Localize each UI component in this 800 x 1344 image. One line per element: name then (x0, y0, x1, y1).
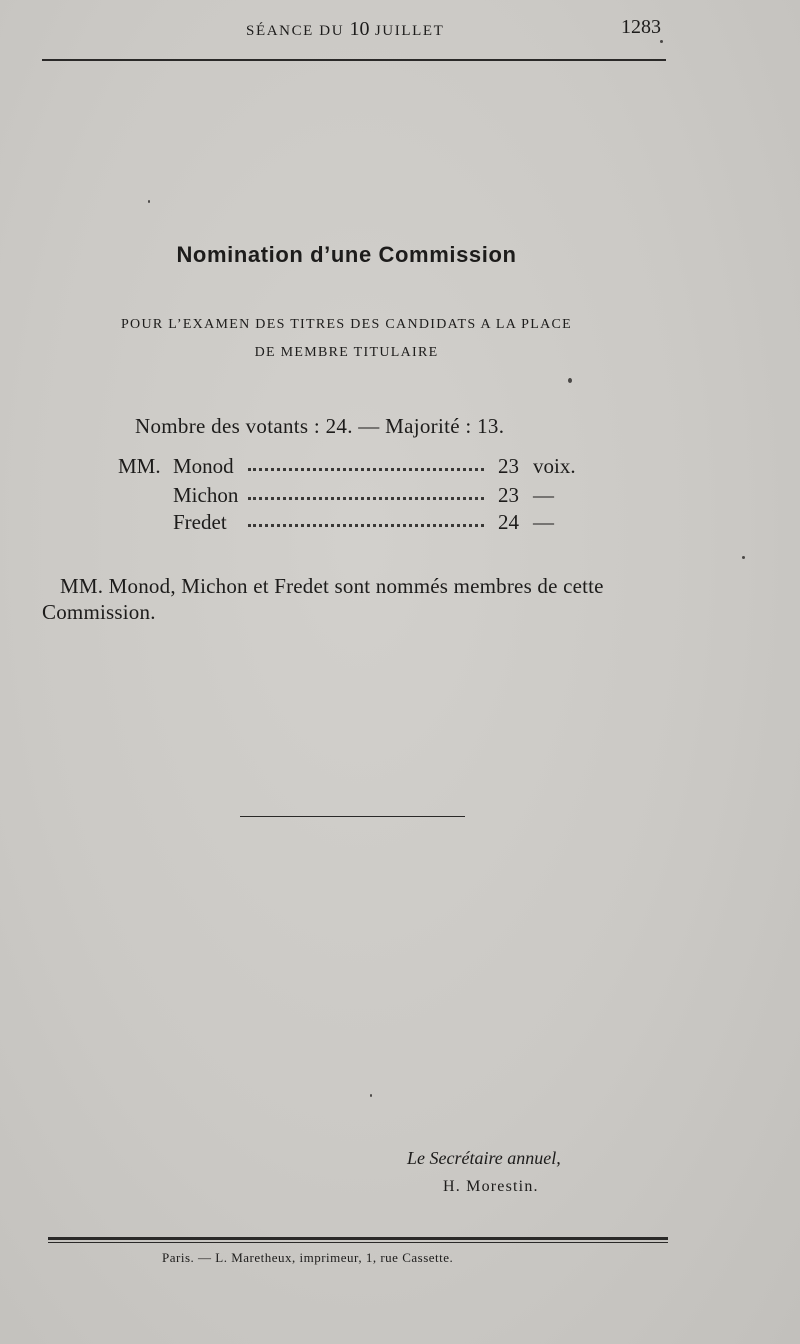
vote-row (0, 483, 800, 513)
candidate-name: Michon (173, 483, 239, 507)
vote-unit: — (533, 483, 554, 507)
section-title: Nomination d’une Commission (176, 242, 517, 267)
paper-speck (660, 40, 663, 43)
running-head-text: SÉANCE DU (246, 23, 350, 39)
vote-count: 23 (498, 454, 519, 478)
signature-name (443, 1178, 539, 1196)
running-head-day: 10 (349, 18, 370, 40)
votants-line: Nombre des votants : 24. — Majorité : 13. (135, 414, 505, 438)
running-head-month: JUILLET (369, 23, 445, 39)
paper-speck (370, 1094, 372, 1097)
vote-count: 23 (498, 483, 519, 507)
candidate-name: Fredet (173, 510, 227, 534)
running-head (246, 18, 444, 41)
vote-prefix: MM. (118, 454, 161, 478)
result-paragraph-line-2: Commission. (42, 600, 156, 624)
vote-unit: — (533, 510, 554, 534)
paper-speck (148, 200, 150, 203)
paper-speck (742, 556, 745, 559)
vote-unit: voix. (533, 454, 576, 478)
dot-leader (248, 524, 484, 527)
signature-role: Le Secrétaire annuel, (407, 1148, 561, 1168)
candidate-name: Monod (173, 454, 234, 478)
page-number: 1283 (621, 16, 661, 38)
signature-name-text: H. Morestin. (443, 1178, 539, 1195)
header-rule (42, 59, 666, 61)
section-subtitle-line-1: POUR L’EXAMEN DES TITRES DES CANDIDATS A LA PLACE (120, 317, 573, 332)
dot-leader (248, 468, 484, 471)
section-subtitle-line-2: DE MEMBRE TITULAIRE (254, 345, 439, 360)
printer-imprint: Paris. — L. Maretheux, imprimeur, 1, rue Cassette. (162, 1250, 454, 1265)
vote-row (0, 510, 800, 540)
paper-speck (568, 378, 572, 383)
vote-count: 24 (498, 510, 519, 534)
dot-leader (248, 497, 484, 500)
vote-row (0, 454, 800, 484)
result-paragraph-line-1: MM. Monod, Michon et Fredet sont nommés membres de cette (60, 574, 604, 598)
section-divider (240, 816, 465, 817)
footer-rule (48, 1237, 668, 1243)
